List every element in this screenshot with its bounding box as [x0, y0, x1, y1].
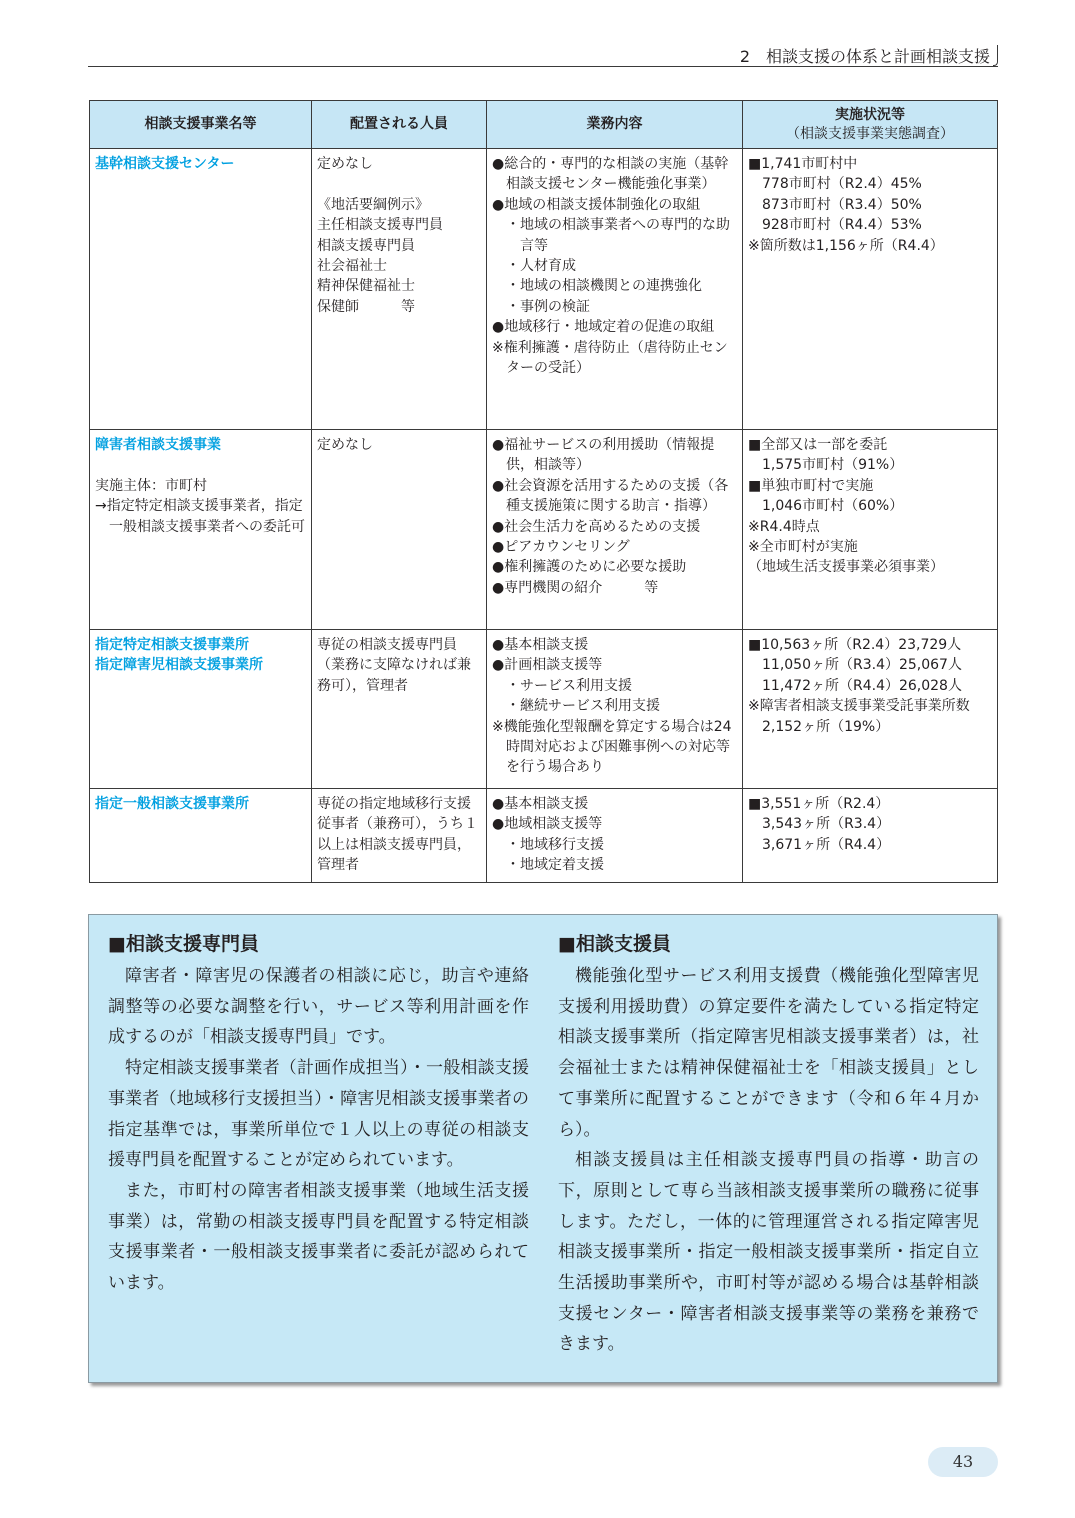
- status-line: 11,472ヶ所（R4.4）26,028人: [762, 677, 962, 694]
- work-subitem: ・地域定着支援: [506, 857, 604, 874]
- cell-status: [743, 789, 998, 883]
- status-line: ■10,563ヶ所（R2.4）23,729人: [748, 637, 962, 653]
- info-paragraph: また，市町村の障害者相談支援事業（地域生活支援事業）は，常勤の相談支援専門員を配置する特定相談支援事業者・一般相談支援事業者に委託が認められています。: [108, 1180, 529, 1294]
- staff-line: 相談支援専門員: [317, 237, 415, 254]
- work-subitem: ・サービス利用支援: [506, 677, 632, 694]
- cell-staff: [312, 430, 487, 630]
- cell-work: [487, 630, 743, 789]
- cell-work: [487, 430, 743, 630]
- work-item: ●社会資源を活用するための支援（各種支援施策に関する助言・指導）: [492, 477, 729, 515]
- cell-work: [487, 789, 743, 883]
- status-line: 3,671ヶ所（R4.4）: [762, 836, 891, 853]
- spacer: [317, 174, 482, 194]
- cell-name: [90, 789, 312, 883]
- page-number: 43: [928, 1447, 998, 1477]
- status-line: ■全部又は一部を委託: [748, 437, 888, 453]
- work-item: ●地域の相談支援体制強化の取組: [492, 196, 701, 213]
- work-item: ●計画相談支援等: [492, 657, 603, 674]
- business-name: 基幹相談支援センター: [95, 156, 235, 172]
- work-item: ●ピアカウンセリング: [492, 539, 630, 556]
- staff-line: 専従の指定地域移行支援従事者（兼務可），うち１以上は相談支援専門員，管理者: [317, 796, 478, 874]
- status-line: 3,543ヶ所（R3.4）: [762, 816, 891, 833]
- running-header: [88, 40, 998, 67]
- chapter-title: 2 相談支援の体系と計画相談支援: [739, 47, 990, 66]
- info-heading: ■相談支援員: [558, 933, 671, 955]
- work-subitem: ・事例の検証: [506, 298, 590, 315]
- staff-line: 《地活要綱例示》: [317, 196, 429, 213]
- business-name: 指定特定相談支援事業所: [95, 637, 249, 653]
- work-subitem: ・人材育成: [506, 258, 576, 275]
- work-item: ●基本相談支援: [492, 796, 589, 812]
- work-subitem: ・地域の相談機関との連携強化: [506, 278, 702, 295]
- status-line: 1,575市町村（91%）: [762, 457, 904, 474]
- status-note: ※全市町村が実施: [748, 539, 858, 556]
- staff-line: 定めなし: [317, 156, 373, 172]
- info-column-consultation-specialist: [108, 929, 529, 1299]
- table-row: [90, 149, 998, 430]
- table-row: [90, 789, 998, 883]
- col-header-work: 業務内容: [487, 101, 743, 149]
- work-subitem: ・地域の相談事業者への専門的な助言等: [506, 217, 730, 254]
- work-item: ●地域移行・地域定着の促進の取組: [492, 319, 715, 336]
- col-header-status-sub: （相談支援事業実態調査）: [786, 125, 954, 142]
- status-line: 928市町村（R4.4）53%: [762, 217, 922, 234]
- work-item: ●総合的・専門的な相談の実施（基幹相談支援センター機能強化事業）: [492, 156, 729, 193]
- col-header-name: 相談支援事業名等: [90, 101, 312, 149]
- work-item: ●基本相談支援: [492, 637, 589, 653]
- work-note: ※権利擁護・虐待防止（虐待防止センターの受託）: [492, 339, 728, 377]
- info-paragraph: 特定相談支援事業者（計画作成担当）・一般相談支援事業者（地域移行支援担当）・障害児相談支援事業者の指定基準では，事業所単位で１人以上の専従の相談支援専門員を配置することが定められています。: [108, 1058, 529, 1171]
- work-item: ●社会生活力を高めるための支援: [492, 518, 701, 535]
- staff-line: 社会福祉士: [317, 258, 387, 275]
- cell-staff: [312, 630, 487, 789]
- spacer: [95, 455, 307, 475]
- staff-line: 精神保健福祉士: [317, 278, 415, 295]
- info-paragraph: 障害者・障害児の保護者の相談に応じ，助言や連絡調整等の必要な調整を行い，サービス等利用計画を作成するのが「相談支援専門員」です。: [108, 966, 529, 1048]
- work-subitem: ・地域移行支援: [506, 836, 604, 853]
- work-note: ※機能強化型報酬を算定する場合は24時間対応および困難事例への対応等を行う場合あり: [492, 718, 732, 776]
- info-heading: ■相談支援専門員: [108, 933, 259, 955]
- status-line: ■1,741市町村中: [748, 156, 858, 172]
- business-name: 指定一般相談支援事業所: [95, 796, 249, 812]
- status-line: 778市町村（R2.4）45%: [762, 176, 922, 193]
- cell-work: [487, 149, 743, 430]
- table-row: [90, 630, 998, 789]
- info-box: [88, 914, 998, 1383]
- cell-status: [743, 630, 998, 789]
- col-header-status-title: 実施状況等: [835, 106, 905, 123]
- cell-staff: [312, 149, 487, 430]
- status-line: ■単独市町村で実施: [748, 477, 874, 494]
- status-note: ※R4.4時点: [748, 518, 820, 535]
- info-paragraph: 相談支援員は主任相談支援専門員の指導・助言の下，原則として専ら当該相談支援事業所の職務に従事します。ただし，一体的に管理運営される指定障害児相談支援事業所・指定一般相談支援事業所・指定自立生活援助事業所や，市町村等が認める場合は基幹相談支援センター・障害者相談支援事業等の業務を兼務できます。: [558, 1150, 979, 1355]
- work-item: ●地域相談支援等: [492, 816, 603, 833]
- status-note: ※障害者相談支援事業受託事業所数: [748, 698, 970, 715]
- delegation-note: →指定特定相談支援事業者，指定一般相談支援事業者への委託可: [95, 498, 305, 535]
- status-line: 11,050ヶ所（R3.4）25,067人: [762, 657, 962, 674]
- col-header-status: [743, 101, 998, 149]
- status-line: ■3,551ヶ所（R2.4）: [748, 796, 890, 812]
- staff-line: 保健師 等: [317, 298, 415, 315]
- table-row: [90, 430, 998, 630]
- cell-name: [90, 630, 312, 789]
- consultation-support-table: [89, 100, 998, 883]
- work-item: ●専門機関の紹介 等: [492, 579, 659, 596]
- business-name: 障害者相談支援事業: [95, 437, 221, 453]
- staff-line: 主任相談支援専門員: [317, 217, 443, 234]
- cell-status: [743, 430, 998, 630]
- status-note: ※箇所数は1,156ヶ所（R4.4）: [748, 237, 944, 254]
- info-paragraph: 機能強化型サービス利用支援費（機能強化型障害児支援利用援助費）の算定要件を満たしている指定特定相談支援事業所（指定障害児相談支援事業者）は，社会福祉士または精神保健福祉士を「相談支援員」として事業所に配置することができます（令和６年４月から）。: [558, 966, 979, 1140]
- col-header-staff: 配置される人員: [312, 101, 487, 149]
- table-header-row: [90, 101, 998, 149]
- work-subitem: ・継続サービス利用支援: [506, 698, 660, 715]
- status-line: 1,046市町村（60%）: [762, 498, 904, 515]
- cell-name: [90, 430, 312, 630]
- staff-line: 定めなし: [317, 437, 373, 453]
- work-item: ●福祉サービスの利用援助（情報提供，相談等）: [492, 437, 715, 474]
- header-bracket: [993, 45, 998, 66]
- status-note: （地域生活支援事業必須事業）: [748, 559, 944, 576]
- business-name: 指定障害児相談支援事業所: [95, 657, 263, 674]
- cell-staff: [312, 789, 487, 883]
- info-column-consultation-staff: [558, 929, 979, 1360]
- cell-name: [90, 149, 312, 430]
- cell-status: [743, 149, 998, 430]
- implementing-body: 実施主体：市町村: [95, 477, 207, 494]
- status-line: 873市町村（R3.4）50%: [762, 196, 922, 213]
- status-line: 2,152ヶ所（19%）: [762, 718, 890, 735]
- work-item: ●権利擁護のために必要な援助: [492, 559, 687, 576]
- staff-line: 専従の相談支援専門員（業務に支障なければ兼務可），管理者: [317, 637, 471, 694]
